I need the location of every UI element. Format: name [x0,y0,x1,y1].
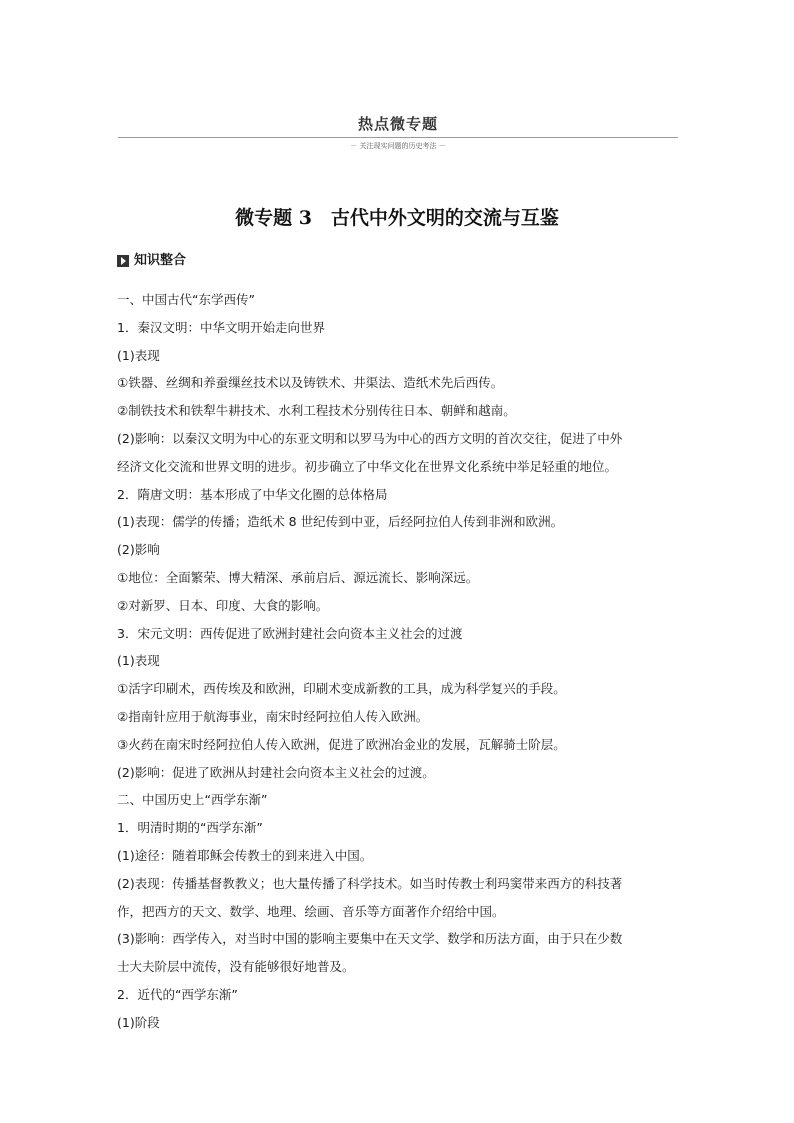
text-line: 士大夫阶层中流传，没有能够很好地普及。 [117,959,355,975]
text-line: (1)表现 [117,653,160,669]
section-heading-label: 知识整合 [134,253,187,268]
text-line: (1)阶段 [117,1014,160,1030]
text-line: ①地位：全面繁荣、博大精深、承前启后、源远流长、影响深远。 [117,569,479,585]
text-line: ②指南针应用于航海事业，南宋时经阿拉伯人传入欧洲。 [117,708,429,724]
subheading-qin-han: 1．秦汉文明：中华文明开始走向世界 [117,319,325,335]
text-line: (2)影响 [117,542,160,558]
text-line: (1)表现 [117,347,160,363]
text-line: (2)表现：传播基督教教义；也大量传播了科学技术。如当时传教士利玛窦带来西方的科技著 [117,875,623,891]
heading-east-to-west: 一、中国古代“东学西传” [117,292,255,307]
page-title: 微专题 3 古代中外文明的交流与互鉴 [235,207,559,229]
text-line: 经济文化交流和世界文明的进步。初步确立了中华文化在世界文化系统中举足轻重的地位。 [117,458,618,474]
text-line: (2)影响：促进了欧洲从封建社会向资本主义社会的过渡。 [117,764,435,780]
text-line: (1)表现：儒学的传播；造纸术 8 世纪传到中亚，后经阿拉伯人传到非洲和欧洲。 [117,514,564,530]
text-line: ②制铁技术和铁犁牛耕技术、水利工程技术分别传往日本、朝鲜和越南。 [117,403,516,419]
text-line: ①铁器、丝绸和养蚕缫丝技术以及铸铁术、井渠法、造纸术先后西传。 [117,375,504,391]
header-subtitle: － 关注现实问题的历史考法 － [350,142,446,150]
text-line: (1)途径：随着耶稣会传教士的到来进入中国。 [117,847,373,863]
header-divider [118,137,678,138]
document-body [117,286,679,1037]
subheading-modern: 2．近代的“西学东渐” [117,986,238,1002]
subheading-sui-tang: 2．隋唐文明：基本形成了中华文化圈的总体格局 [117,486,388,502]
text-line: (2)影响：以秦汉文明为中心的东亚文明和以罗马为中心的西方文明的首次交往，促进了中外 [117,430,623,446]
subheading-ming-qing: 1．明清时期的“西学东渐” [117,820,263,836]
text-line: (3)影响：西学传入，对当时中国的影响主要集中在天文学、数学和历法方面，由于只在少数 [117,931,623,947]
section-heading [117,251,186,271]
text-line: 作，把西方的天文、数学、地理、绘画、音乐等方面著作介绍给中国。 [117,903,505,919]
header-title: 热点微专题 [357,115,438,133]
text-line: ②对新罗、日本、印度、大食的影响。 [117,597,329,613]
text-line: ③火药在南宋时经阿拉伯人传入欧洲，促进了欧洲冶金业的发展，瓦解骑士阶层。 [117,736,566,752]
page-header [118,112,678,151]
heading-west-to-east: 二、中国历史上“西学东渐” [117,792,268,808]
play-icon [117,255,129,267]
text-line: ①活字印刷术，西传埃及和欧洲，印刷术变成新教的工具，成为科学复兴的手段。 [117,681,566,697]
subheading-song-yuan: 3．宋元文明：西传促进了欧洲封建社会向资本主义社会的过渡 [117,625,463,641]
